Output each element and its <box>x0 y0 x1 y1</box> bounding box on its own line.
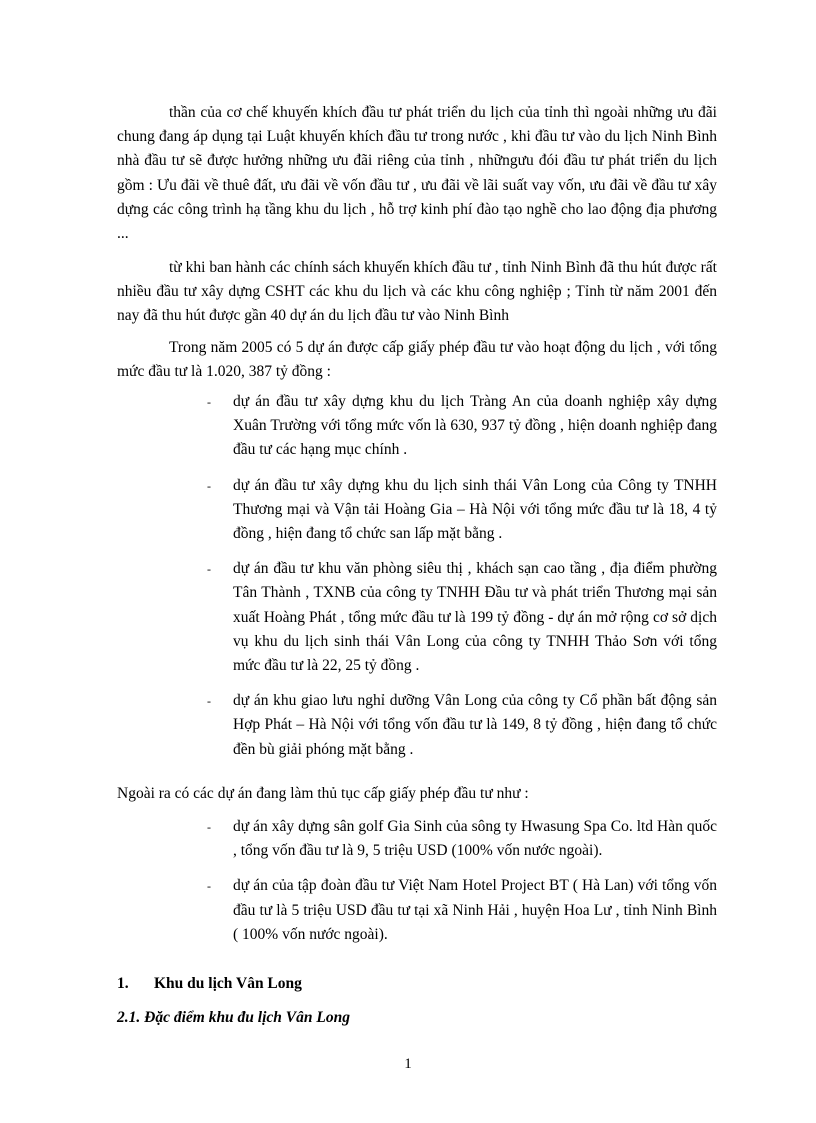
paragraph-3 <box>117 336 717 384</box>
list-item-text: dự án của tập đoàn đầu tư Việt Nam Hotel Project BT ( Hà Lan) với tổng vốn đầu tư là 5 triệu USD đầu tư tại xã Ninh Hải , huyện Hoa Lư , tỉnh Ninh Bình ( 100% vốn nước ngoài). <box>233 877 717 943</box>
paragraph-2-text: từ khi ban hành các chính sách khuyến khích đầu tư , tỉnh Ninh Bình đã thu hút được rất nhiều đầu tư xây dựng CSHT các khu du lịch và các khu công nghiệp ; Tỉnh từ năm 2001 đến nay đã thu hút được gần 40 dự án du lịch đầu tư vào Ninh Bình <box>117 259 717 325</box>
section-heading <box>117 975 302 993</box>
bullet-mark: - <box>207 478 211 493</box>
list-item <box>207 874 717 947</box>
paragraph-other-intro <box>117 782 717 806</box>
bullet-list-2005 <box>207 390 717 762</box>
bullet-mark: - <box>207 562 211 577</box>
section-title: Khu du lịch Vân Long <box>154 975 302 992</box>
list-item-text: dự án xây dựng sân golf Gia Sinh của sông ty Hwasung Spa Co. ltd Hàn quốc , tổng vốn đầu tư là 9, 5 triệu USD (100% vốn nước ngoài). <box>233 818 717 860</box>
list-item <box>207 557 717 678</box>
paragraph-other-intro-text: Ngoài ra có các dự án đang làm thủ tục cấp giấy phép đầu tư như : <box>117 785 529 802</box>
paragraph-1-text: thần của cơ chế khuyến khích đầu tư phát triển du lịch của tỉnh thì ngoài những ưu đãi chung đang áp dụng tại Luật khuyến khích đầu tư trong nước , khi đầu tư vào du lịch Ninh Bình nhà đầu tư sẽ được hưởng những ưu đãi riêng của tỉnh , nhữngưu đói đầu tư phát triển du lịch gồm : Ưu đãi về thuê đất, ưu đãi về vốn đầu tư , ưu đãi về lãi suất vay vốn, ưu đãi về đầu tư xây dựng các công trình hạ tầng khu du lịch , hỗ trợ kinh phí đào tạo nghề cho lao động địa phương ... <box>117 104 717 243</box>
list-item <box>207 474 717 547</box>
list-item-text: dự án đầu tư xây dựng khu du lịch sinh thái Vân Long của Công ty TNHH Thương mại và Vận tải Hoàng Gia – Hà Nội với tổng mức đầu tư là 18, 4 tỷ đồng , hiện đang tổ chức san lấp mặt bằng . <box>233 476 717 543</box>
bullet-mark: - <box>207 820 211 834</box>
subsection-heading: 2.1. Đặc điểm khu đu lịch Vân Long <box>117 1009 350 1026</box>
list-item-text: dự án đầu tư khu văn phòng siêu thị , khách sạn cao tầng , địa điểm phường Tân Thành , TXNB của công ty TNHH Đầu tư và phát triển Thương mại sản xuất Hoàng Phát , tổng mức đầu tư là 199 tỷ đồng - dự án mở rộng cơ sở dịch vụ khu du lịch sinh thái Vân Long của công ty TNHH Thảo Sơn với tổng mức đầu tư là 22, 25 tỷ đồng . <box>233 560 717 675</box>
bullet-mark: - <box>207 395 211 409</box>
paragraph-3-text: Trong năm 2005 có 5 dự án được cấp giấy phép đầu tư vào hoạt động du lịch , với tổng mức đầu tư là 1.020, 387 tỷ đồng : <box>117 339 717 381</box>
bullet-mark: - <box>207 879 211 894</box>
list-item <box>207 815 717 863</box>
paragraph-1 <box>117 101 717 246</box>
list-item-text: dự án khu giao lưu nghỉ dưỡng Vân Long của công ty Cổ phần bất động sản Hợp Phát – Hà Nội với tổng vốn đầu tư là 149, 8 tỷ đồng , hiện đang tổ chức đền bù giải phóng mặt bằng . <box>233 692 717 758</box>
list-item <box>207 390 717 463</box>
section-number: 1. <box>117 975 129 992</box>
list-item-text: dự án đầu tư xây dựng khu du lịch Tràng An của doanh nghiệp xây dựng Xuân Trường với tổng mức vốn là 630, 937 tỷ đồng , hiện doanh nghiệp đang đầu tư các hạng mục chính . <box>233 393 717 459</box>
bullet-mark: - <box>207 694 211 709</box>
list-item <box>207 689 717 762</box>
page-number: 1 <box>404 1056 412 1072</box>
bullet-list-other <box>207 815 717 947</box>
paragraph-2 <box>117 256 717 329</box>
